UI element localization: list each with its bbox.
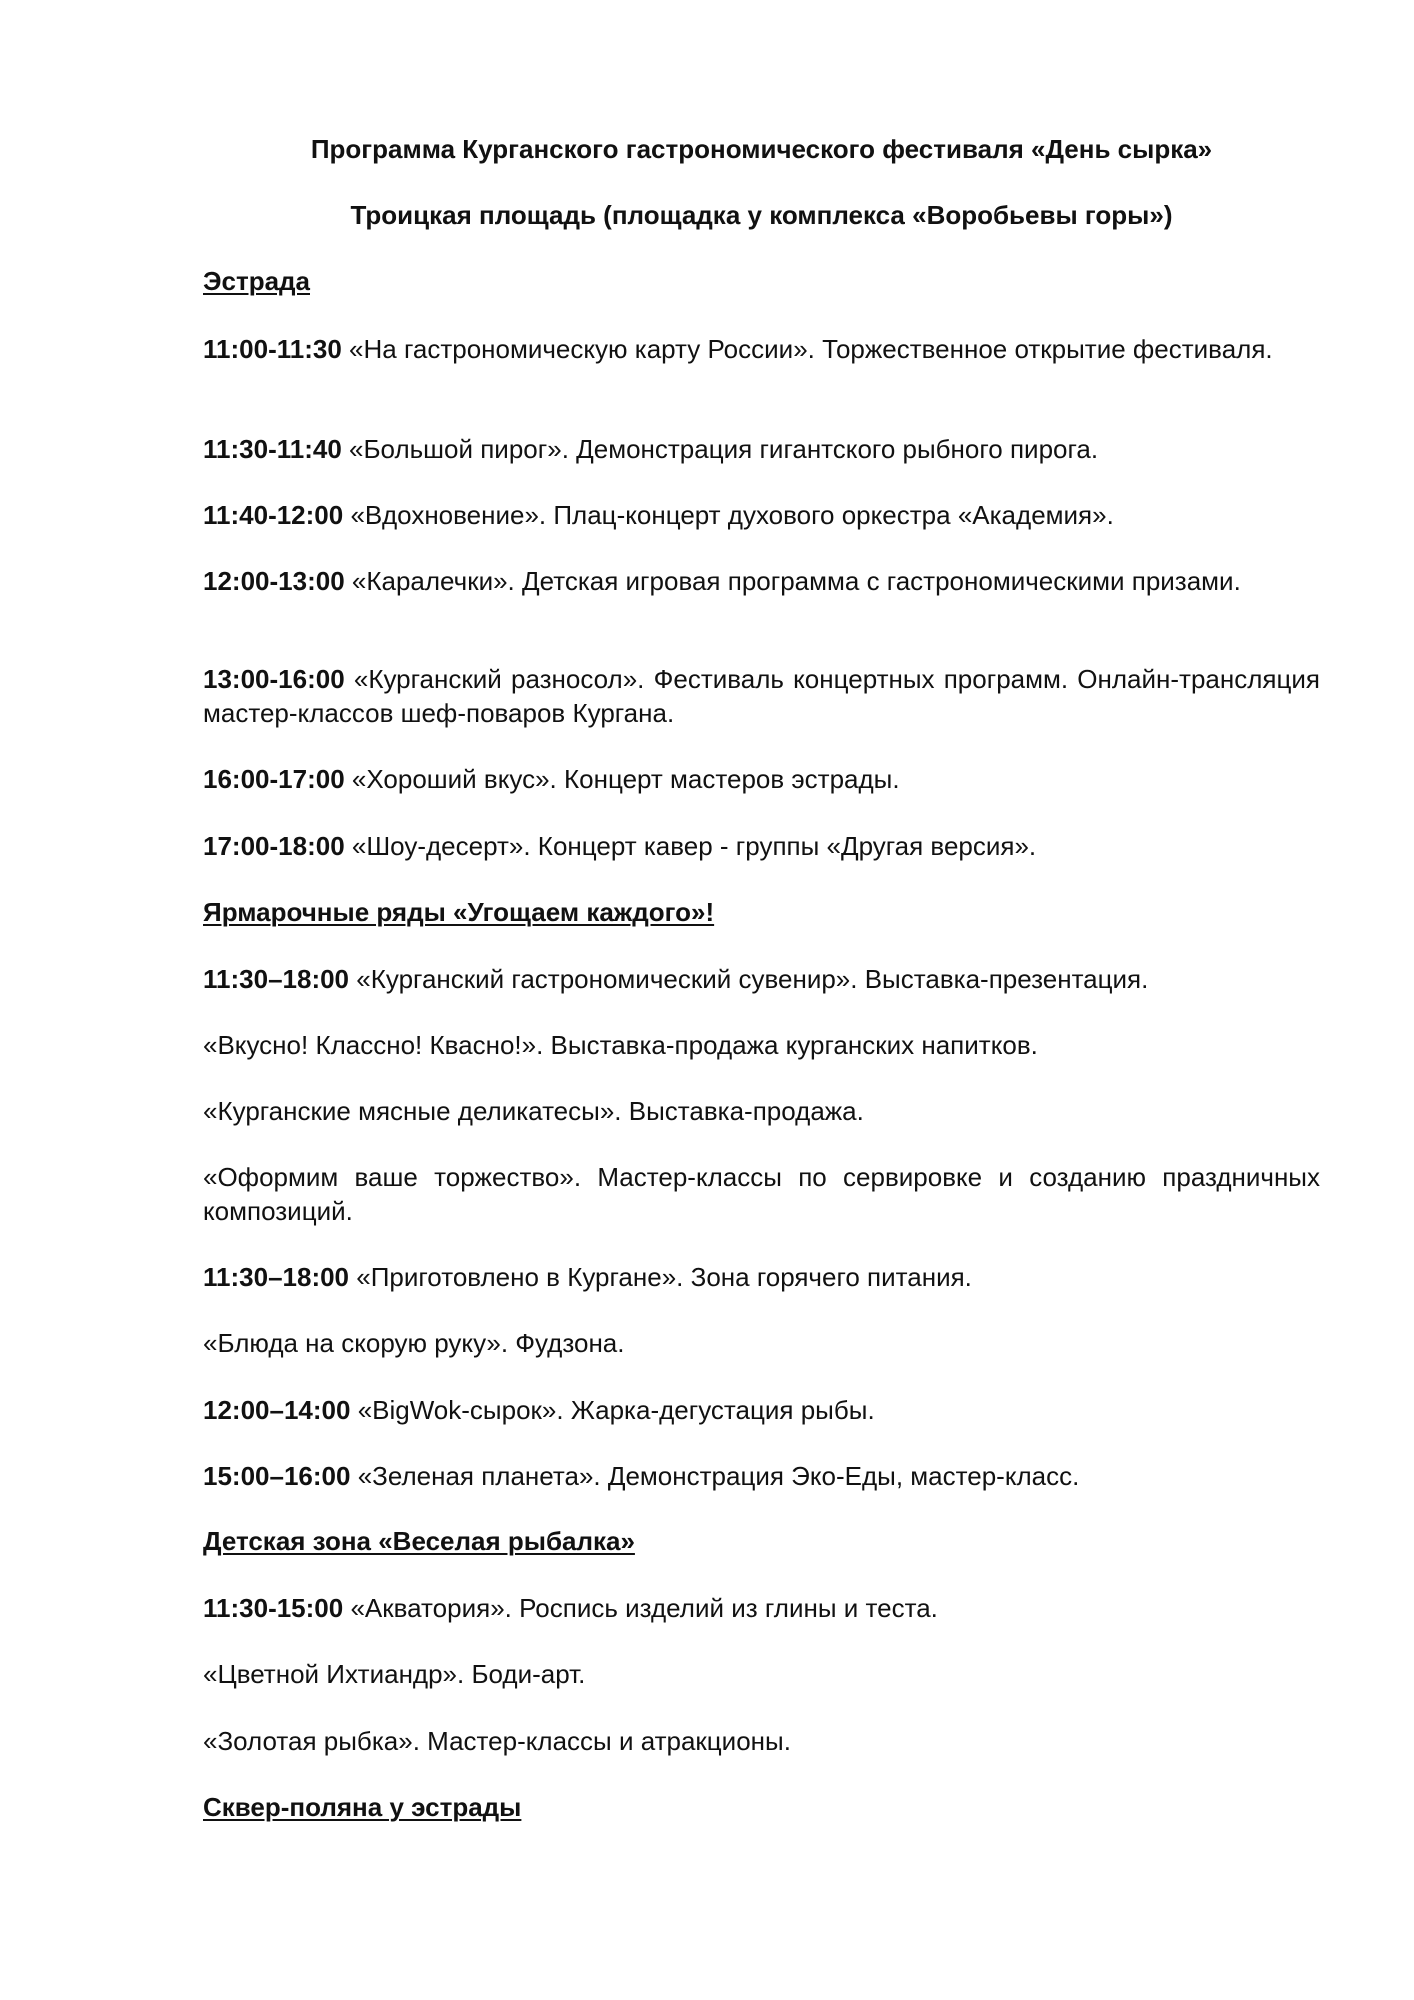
entry-text: «Оформим ваше торжество». Мастер-классы по сервировке и созданию праздничных композиций.: [203, 1162, 1320, 1226]
section-heading: Ярмарочные ряды «Угощаем каждого»!: [203, 897, 715, 927]
entry-time: 11:30–18:00: [203, 1262, 350, 1292]
entry-text: «Курганский разносол». Фестиваль концертных программ. Онлайн-трансляция мастер-классов шеф-поваров Кургана.: [203, 664, 1320, 728]
schedule-entry: [203, 432, 1320, 466]
schedule-entry: [203, 962, 1320, 996]
entry-text: «Большой пирог». Демонстрация гигантского рыбного пирога.: [349, 434, 1099, 464]
entry-text: «Шоу-десерт». Концерт кавер - группы «Другая версия».: [351, 831, 1037, 861]
entry-time: 12:00–14:00: [203, 1395, 351, 1425]
schedule-entry: [203, 662, 1320, 730]
entry-text: «Акватория». Роспись изделий из глины и теста.: [350, 1593, 938, 1623]
entry-text: «Вдохновение». Плац-концерт духового оркестра «Академия».: [350, 500, 1114, 530]
entry-text: «Блюда на скорую руку». Фудзона.: [203, 1328, 625, 1358]
entry-time: 12:00-13:00: [203, 566, 345, 596]
schedule-entry: [203, 1260, 1320, 1294]
entry-time: 15:00–16:00: [203, 1461, 351, 1491]
schedule-entry: [203, 1094, 1320, 1128]
schedule-entry: [203, 762, 1320, 796]
schedule-entry: [203, 1459, 1320, 1493]
entry-time: 11:30-11:40: [203, 434, 342, 464]
entry-time: 17:00-18:00: [203, 831, 345, 861]
entry-text: «BigWok-сырок». Жарка-дегустация рыбы.: [357, 1395, 875, 1425]
entry-text: «Курганские мясные деликатесы». Выставка-продажа.: [203, 1096, 864, 1126]
entry-time: 13:00-16:00: [203, 664, 345, 694]
entry-text: «Золотая рыбка». Мастер-классы и атракционы.: [203, 1726, 791, 1756]
schedule-entry: [203, 1326, 1320, 1360]
entry-time: 11:40-12:00: [203, 500, 344, 530]
entry-time: 16:00-17:00: [203, 764, 345, 794]
entry-time: 11:30-15:00: [203, 1593, 344, 1623]
entry-text: «На гастрономическую карту России». Торжественное открытие фестиваля.: [349, 334, 1273, 364]
schedule-entry: [203, 498, 1320, 532]
schedule-entry: [203, 1028, 1320, 1062]
schedule-entry: [203, 1393, 1320, 1427]
entry-time: 11:00-11:30: [203, 334, 342, 364]
schedule-entry: [203, 829, 1320, 863]
section-heading: Детская зона «Веселая рыбалка»: [203, 1526, 635, 1556]
section-heading: Эстрада: [203, 266, 310, 296]
schedule-entry: [203, 1160, 1320, 1228]
entry-text: «Хороший вкус». Концерт мастеров эстрады.: [351, 764, 900, 794]
schedule-entry: [203, 1657, 1320, 1691]
document-subtitle: Троицкая площадь (площадка у комплекса «Воробьевы горы»): [350, 200, 1173, 230]
entry-text: «Цветной Ихтиандр». Боди-арт.: [203, 1659, 586, 1689]
schedule-entry: [203, 1591, 1320, 1625]
schedule-entry: [203, 332, 1320, 366]
entry-time: 11:30–18:00: [203, 964, 350, 994]
entry-text: «Зеленая планета». Демонстрация Эко-Еды, мастер-класс.: [357, 1461, 1080, 1491]
entry-text: «Курганский гастрономический сувенир». Выставка-презентация.: [356, 964, 1149, 994]
entry-text: «Вкусно! Классно! Квасно!». Выставка-продажа курганских напитков.: [203, 1030, 1038, 1060]
schedule-entry: [203, 1724, 1320, 1758]
entry-text: «Каралечки». Детская игровая программа с гастрономическими призами.: [351, 566, 1241, 596]
schedule-entry: [203, 564, 1320, 598]
entry-text: «Приготовлено в Кургане». Зона горячего питания.: [356, 1262, 972, 1292]
section-heading: Сквер-поляна у эстрады: [203, 1792, 522, 1822]
document-title: Программа Курганского гастрономического фестиваля «День сырка»: [310, 134, 1213, 164]
